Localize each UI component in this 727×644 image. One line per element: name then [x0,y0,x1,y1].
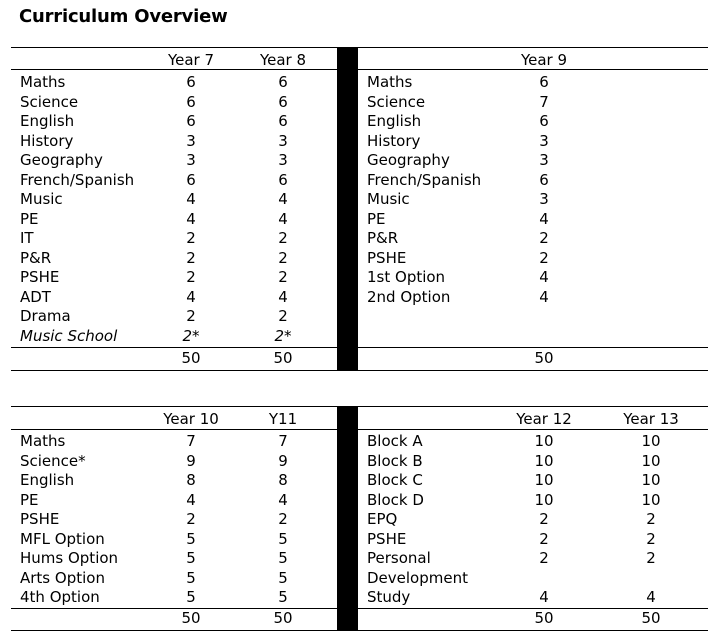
value: 2 [278,307,288,325]
totals-rule [11,347,708,348]
totals-rule [11,608,708,609]
subject: Study [367,588,411,606]
value: 2 [278,510,288,528]
value: 10 [534,432,554,450]
subject: Block C [367,471,423,489]
value: 10 [641,432,661,450]
header-rule [11,69,708,70]
value: 7 [278,432,288,450]
total-year-11: 50 [273,609,293,627]
value: 7 [186,432,196,450]
value: 2 [186,510,196,528]
subject: Geography [20,151,103,169]
subject: English [367,112,422,130]
subject: Music [20,190,63,208]
value: 4 [646,588,656,606]
value: 3 [278,131,288,150]
value: 6 [278,112,288,130]
subject: IT [20,229,34,247]
value: 3 [539,151,549,169]
subject: Maths [20,432,66,450]
value: 4 [278,490,288,509]
value: 6 [186,92,196,111]
value: 10 [534,490,554,509]
value: 2 [539,229,549,247]
subject: Hums Option [20,549,119,567]
value: 6 [186,73,196,91]
column-divider [337,406,358,630]
value: 6 [186,170,196,189]
value: 3 [278,151,288,169]
table-years-7-9 [11,47,708,372]
value: 2 [646,510,656,528]
value: 4 [186,490,196,509]
value: 6 [539,73,549,91]
subject: English [20,112,75,130]
subject: PSHE [20,510,60,528]
header-year-8: Year 8 [259,51,307,69]
subject: French/Spanish [367,170,482,189]
value: 4 [186,287,196,306]
value: 3 [539,190,549,208]
value: 6 [539,112,549,130]
value: 5 [186,588,196,606]
value: 5 [278,568,288,587]
value: 4 [278,209,288,228]
value: 4 [539,287,549,306]
table-bottom-border [11,370,708,371]
value: 2 [186,229,196,247]
value: 4 [186,190,196,208]
header-year-13: Year 13 [623,410,679,428]
total-year-13: 50 [641,609,661,627]
value: 4 [186,209,196,228]
table-top-border [11,406,708,407]
subject: PSHE [367,248,407,267]
value: 2 [539,529,549,548]
value: 4 [539,268,549,286]
subject: Block A [367,432,423,450]
subject: 2nd Option [367,287,451,306]
value: 2 [278,268,288,286]
value: 6 [278,92,288,111]
value: 10 [641,451,661,470]
subject: P&R [367,229,399,247]
column-divider [337,47,358,371]
subject: PE [367,209,386,228]
header-year-9: Year 9 [520,51,568,69]
header-rule [11,429,708,430]
value: 5 [186,568,196,587]
value: 9 [186,451,196,470]
subject: Arts Option [20,568,105,587]
value: 2* [274,326,292,345]
subject: PE [20,209,39,228]
subject: EPQ [367,510,398,528]
value: 4 [539,209,549,228]
value: 10 [641,490,661,509]
subject: Block D [367,490,424,509]
value: 4 [539,588,549,606]
table-bottom-border [11,630,708,631]
subject: 4th Option [20,588,100,606]
subject: PE [20,490,39,509]
subject: Science [20,92,79,111]
subject: French/Spanish [20,170,135,189]
subject: ADT [20,287,51,306]
value: 2 [278,248,288,267]
subject: Geography [367,151,450,169]
value: 5 [278,549,288,567]
value: 3 [539,131,549,150]
subject: Maths [367,73,413,91]
subject: Block B [367,451,423,470]
value: 2 [186,268,196,286]
value: 8 [186,471,196,489]
subject: Science* [20,451,86,470]
value: 6 [278,73,288,91]
subject: Music School [20,326,118,345]
table-years-10-13 [11,406,708,632]
value: 6 [186,112,196,130]
subject: Maths [20,73,66,91]
subject: Personal [367,549,431,567]
header-year-11: Y11 [268,410,298,428]
total-year-7: 50 [181,349,201,367]
total-year-10: 50 [181,609,201,627]
value: 2 [186,307,196,325]
total-year-8: 50 [273,349,293,367]
value: 4 [278,190,288,208]
value: 4 [278,287,288,306]
value: 2 [278,229,288,247]
table-top-border [11,47,708,48]
total-year-12: 50 [534,609,554,627]
value: 2* [182,326,200,345]
value: 3 [186,131,196,150]
subject: P&R [20,248,52,267]
value: 5 [186,529,196,548]
value: 10 [534,451,554,470]
value: 9 [278,451,288,470]
value: 5 [186,549,196,567]
subject: Development [367,568,468,587]
header-year-7: Year 7 [167,51,215,69]
value: 5 [278,588,288,606]
subject: Science [367,92,426,111]
total-year-9: 50 [534,349,554,367]
subject: MFL Option [20,529,105,548]
value: 10 [641,471,661,489]
value: 6 [278,170,288,189]
value: 8 [278,471,288,489]
header-year-10: Year 10 [163,410,219,428]
subject: PSHE [367,529,407,548]
value: 5 [278,529,288,548]
value: 2 [539,248,549,267]
value: 2 [539,549,549,567]
value: 6 [539,170,549,189]
value: 2 [646,529,656,548]
subject: PSHE [20,268,60,286]
subject: Music [367,190,410,208]
subject: History [20,131,74,150]
header-year-12: Year 12 [516,410,572,428]
page-title: Curriculum Overview [19,6,228,27]
value: 3 [186,151,196,169]
subject: English [20,471,75,489]
subject: 1st Option [367,268,446,286]
value: 7 [539,92,549,111]
value: 2 [539,510,549,528]
value: 10 [534,471,554,489]
value: 2 [186,248,196,267]
subject: Drama [20,307,71,325]
subject: History [367,131,421,150]
value: 2 [646,549,656,567]
